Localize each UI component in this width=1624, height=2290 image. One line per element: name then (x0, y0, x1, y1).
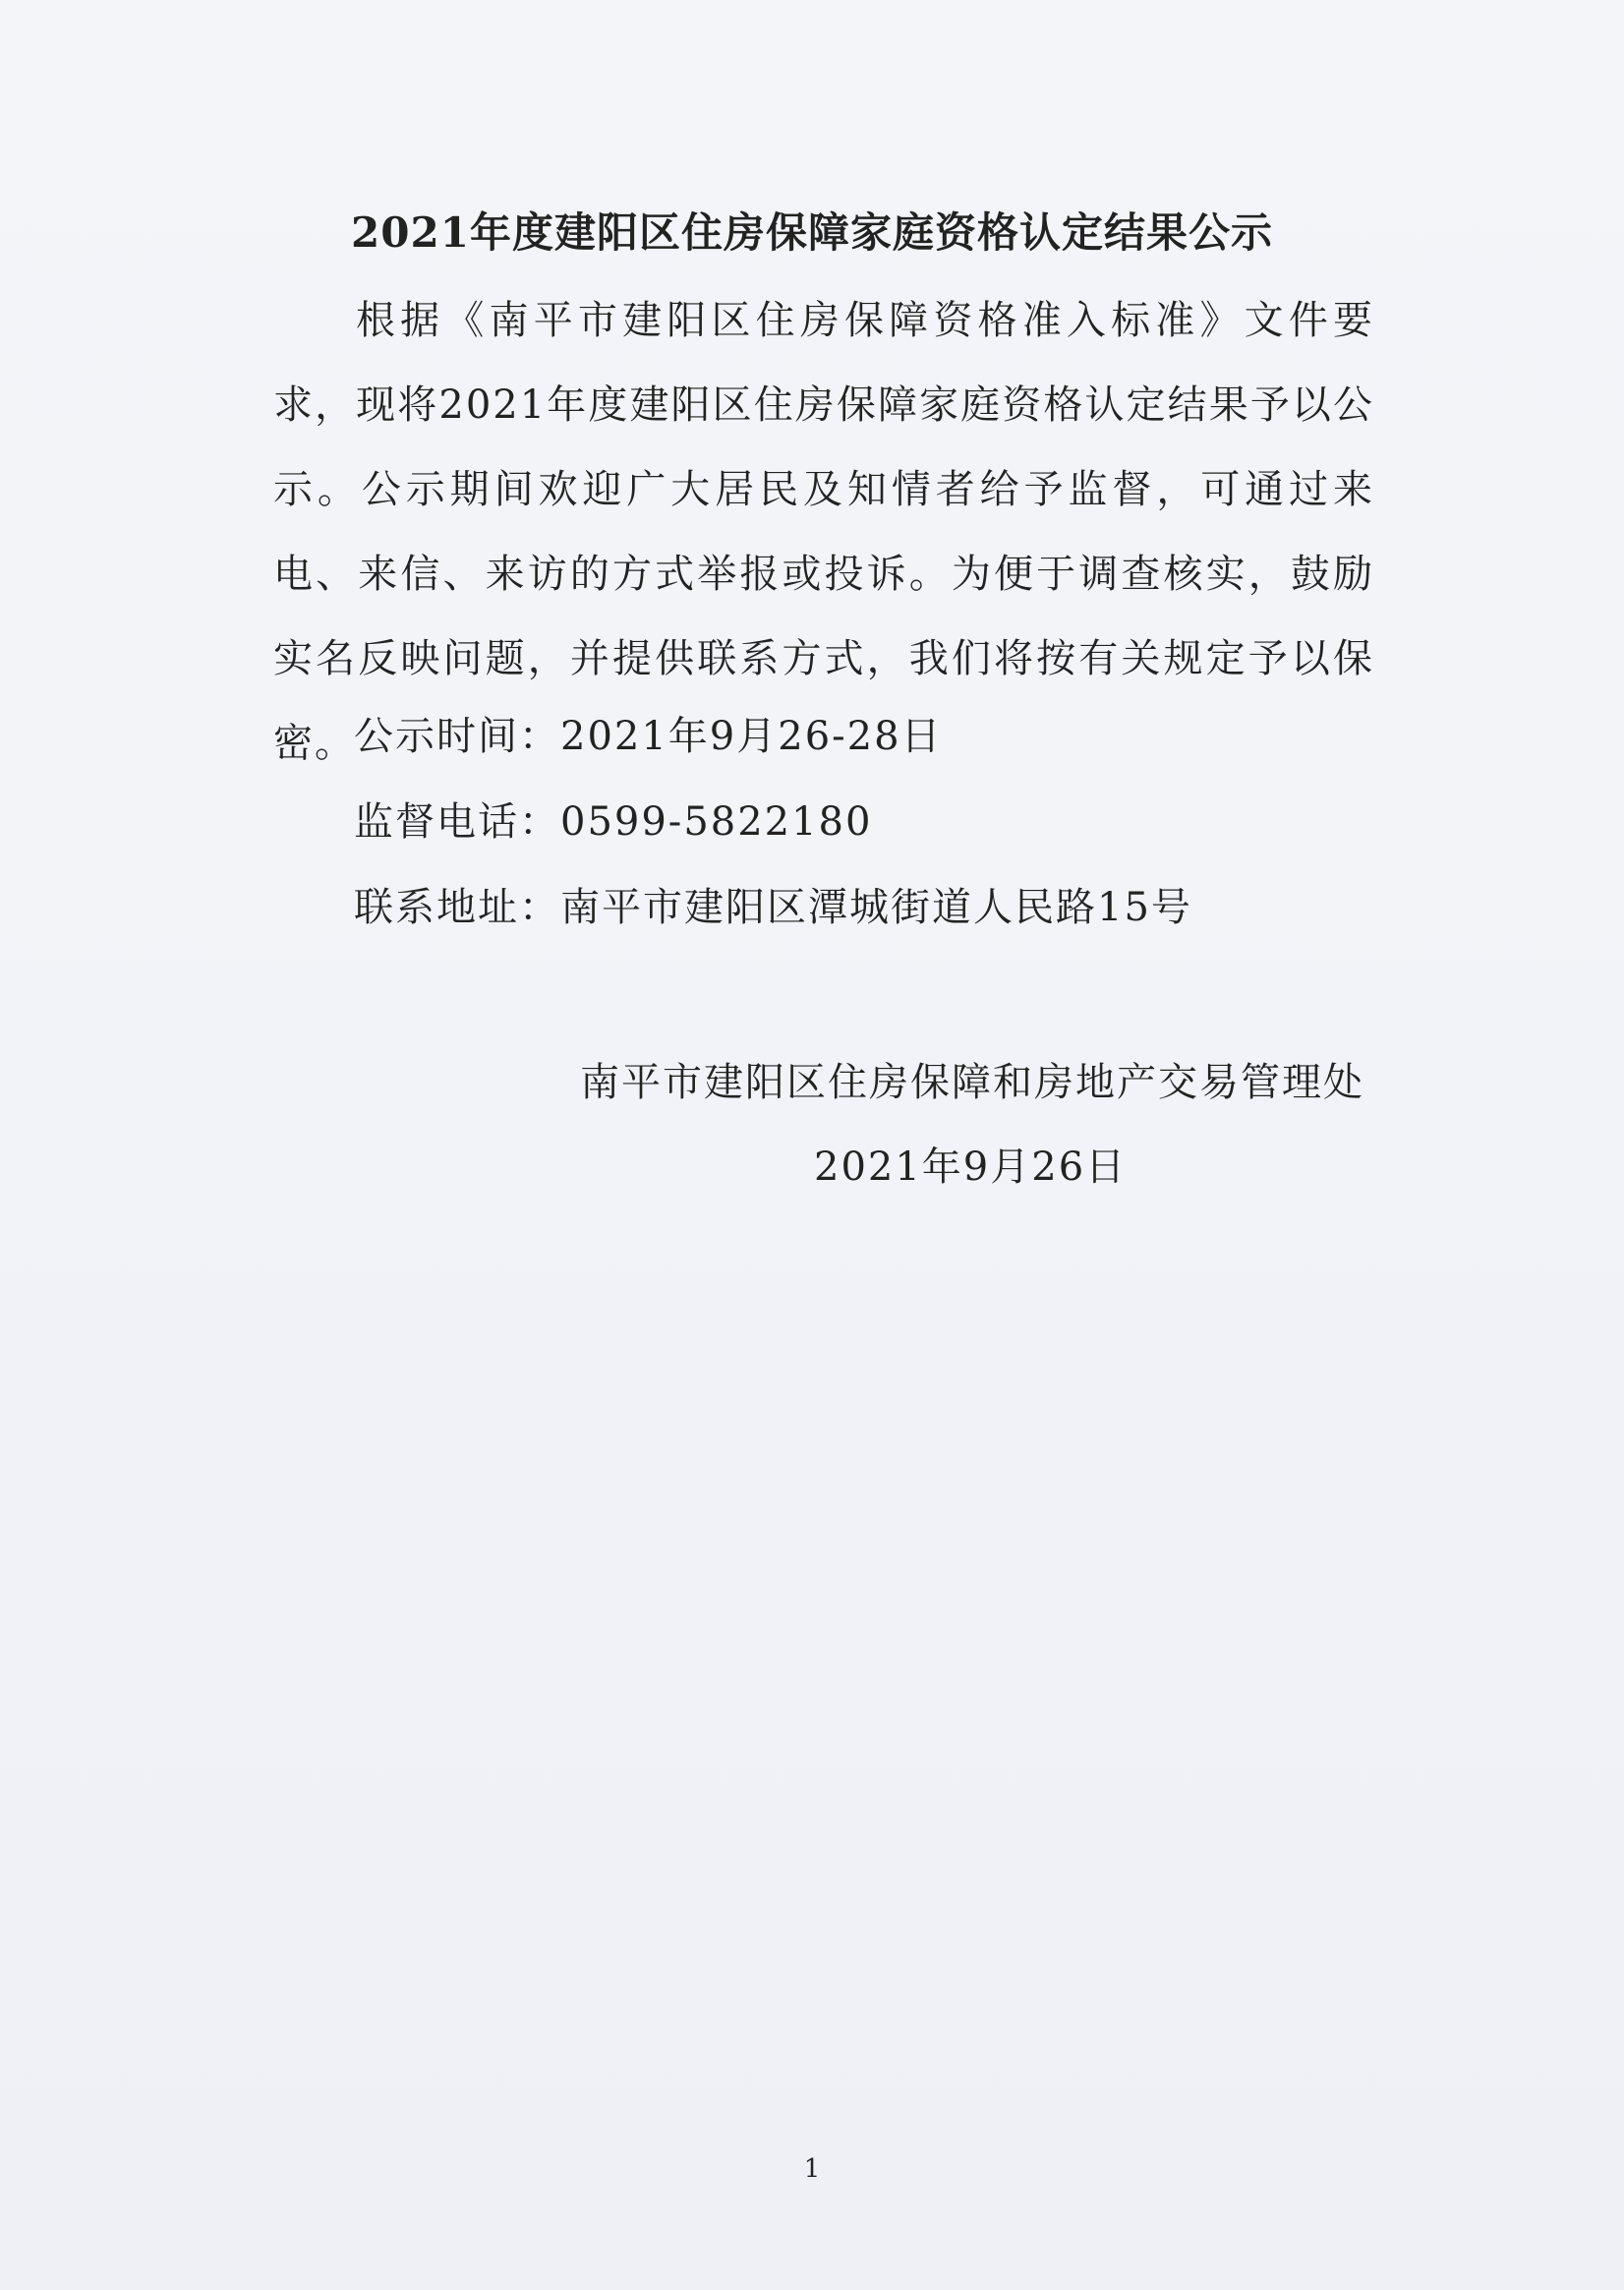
body-paragraph: 根据《南平市建阳区住房保障资格准入标准》文件要求，现将2021年度建阳区住房保障家庭资格认定结果予以公示。公示期间欢迎广大居民及知情者给予监督，可通过来电、来信、来访的方式举报或投诉。为便于调查核实，鼓励实名反映问题，并提供联系方式，我们将按有关规定予以保密。 (273, 298, 1374, 766)
issue-date: 2021年9月26日 (814, 1145, 1128, 1190)
contact-address (354, 879, 1192, 936)
contact-address-label: 联系地址： (354, 885, 560, 930)
issuing-authority: 南平市建阳区住房保障和房地产交易管理处 (580, 1060, 1364, 1105)
supervision-phone (354, 793, 872, 851)
publicity-time-value: 2021年9月26-28日 (560, 714, 943, 759)
publicity-time (354, 708, 943, 765)
page-number: 1 (803, 2154, 821, 2184)
supervision-phone-value: 0599-5822180 (560, 799, 873, 845)
publicity-time-label: 公示时间： (354, 714, 560, 759)
document-title: 2021年度建阳区住房保障家庭资格认定结果公示 (351, 208, 1273, 257)
contact-address-value: 南平市建阳区潭城街道人民路15号 (560, 885, 1192, 930)
supervision-phone-label: 监督电话： (354, 799, 560, 845)
